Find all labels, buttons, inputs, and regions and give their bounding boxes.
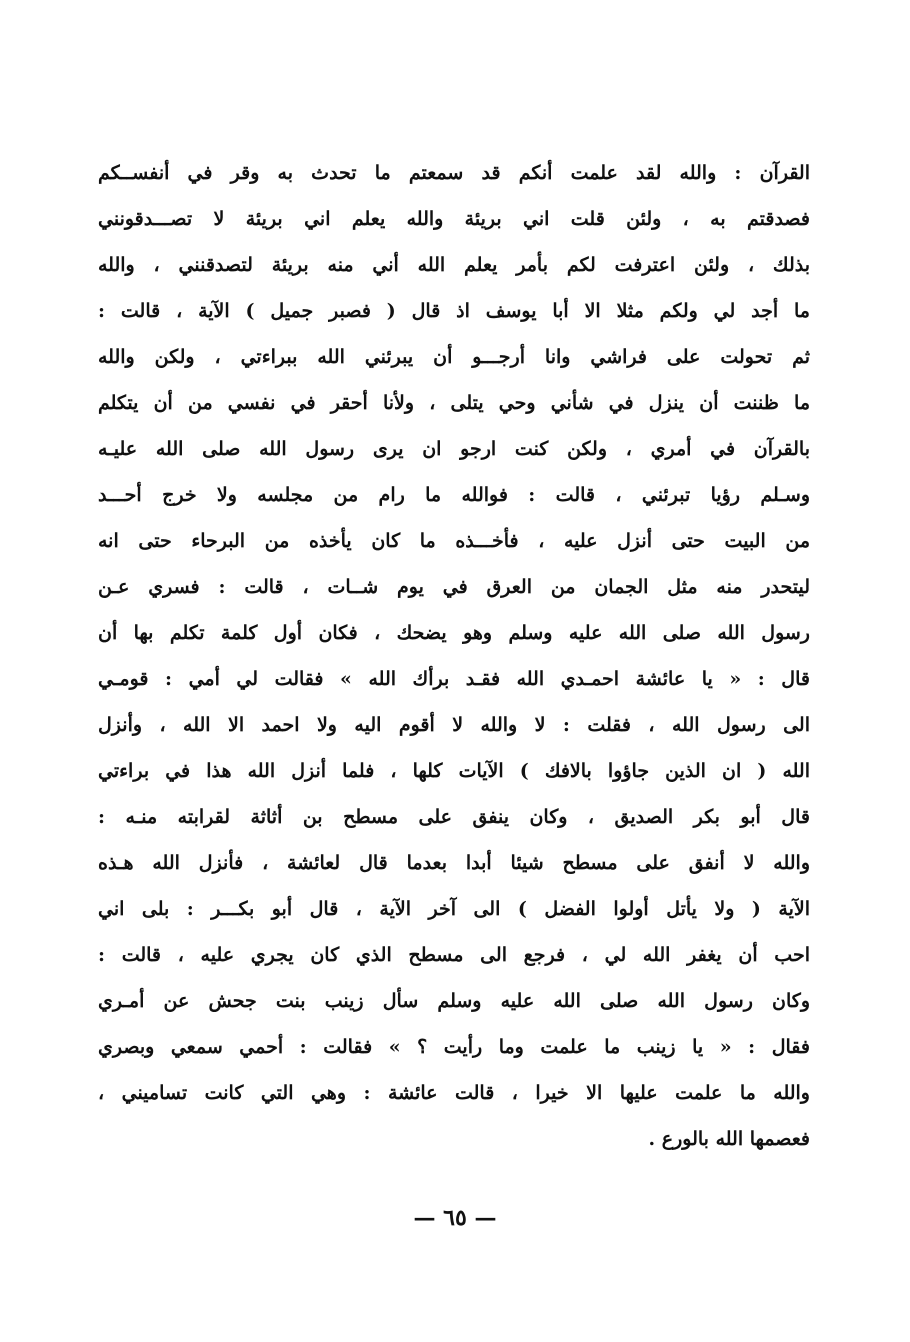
text-line: الآية ( ولا يأتل أولوا الفضل ) الى آخر الآية ، قال أبو بكـــر : بلى اني xyxy=(98,898,810,920)
text-line: بالقرآن في أمري ، ولكن كنت ارجو ان يرى رسول الله صلى الله عليـه xyxy=(98,438,810,460)
text-line: بذلك ، ولئن اعترفت لكم بأمر يعلم الله أني منه بريئة لتصدقنني ، والله xyxy=(98,254,810,276)
text-line: فقال : « يا زينب ما علمت وما رأيت ؟ » فقالت : أحمي سمعي وبصري xyxy=(98,1036,810,1058)
text-line: فصدقتم به ، ولئن قلت اني بريئة والله يعلم اني بريئة لا تصـــدقونني xyxy=(98,208,810,230)
text-line: قال أبو بكر الصديق ، وكان ينفق على مسطح بن أثاثة لقرابته منـه : xyxy=(98,806,810,828)
text-line: ما أجد لي ولكم مثلا الا أبا يوسف اذ قال ( فصبر جميل ) الآية ، قالت : xyxy=(98,300,810,322)
text-line: الى رسول الله ، فقلت : لا والله لا أقوم اليه ولا احمد الا الله ، وأنزل xyxy=(98,714,810,736)
text-line: ليتحدر منه مثل الجمان من العرق في يوم شــات ، قالت : فسري عـن xyxy=(98,576,810,598)
text-line: فعصمها الله بالورع . xyxy=(648,1128,810,1150)
text-line: قال : « يا عائشة احمـدي الله فقـد برأك الله » فقالت لي أمي : قومـي xyxy=(98,668,810,690)
body-text xyxy=(98,150,810,1162)
text-line: والله لا أنفق على مسطح شيئا أبدا بعدما قال لعائشة ، فأنزل الله هـذه xyxy=(98,852,810,874)
text-line: من البيت حتى أنزل عليه ، فأخـــذه ما كان يأخذه من البرحاء حتى انه xyxy=(98,530,810,552)
text-line: رسول الله صلى الله عليه وسلم وهو يضحك ، فكان أول كلمة تكلم بها أن xyxy=(98,622,810,644)
text-line: القرآن : والله لقد علمت أنكم قد سمعتم ما تحدث به وقر في أنفســكم xyxy=(98,162,810,184)
page-number: — ٦٥ — xyxy=(413,1205,497,1231)
text-line: ثم تحولت على فراشي وانا أرجـــو أن يبرئني الله ببراءتي ، ولكن والله xyxy=(98,346,810,368)
text-line: وكان رسول الله صلى الله عليه وسلم سأل زينب بنت جحش عن أمـري xyxy=(98,990,810,1012)
text-line: الله ( ان الذين جاؤوا بالافك ) الآيات كلها ، فلما أنزل الله هذا في براءتي xyxy=(98,760,810,782)
text-line: ما ظننت أن ينزل في شأني وحي يتلى ، ولأنا أحقر في نفسي من أن يتكلم xyxy=(98,392,810,414)
text-line: وسـلم رؤيا تبرئني ، قالت : فوالله ما رام من مجلسه ولا خرج أحـــد xyxy=(98,484,810,506)
text-line: والله ما علمت عليها الا خيرا ، قالت عائشة : وهي التي كانت تساميني ، xyxy=(98,1082,810,1104)
text-line: احب أن يغفر الله لي ، فرجع الى مسطح الذي كان يجري عليه ، قالت : xyxy=(98,944,810,966)
